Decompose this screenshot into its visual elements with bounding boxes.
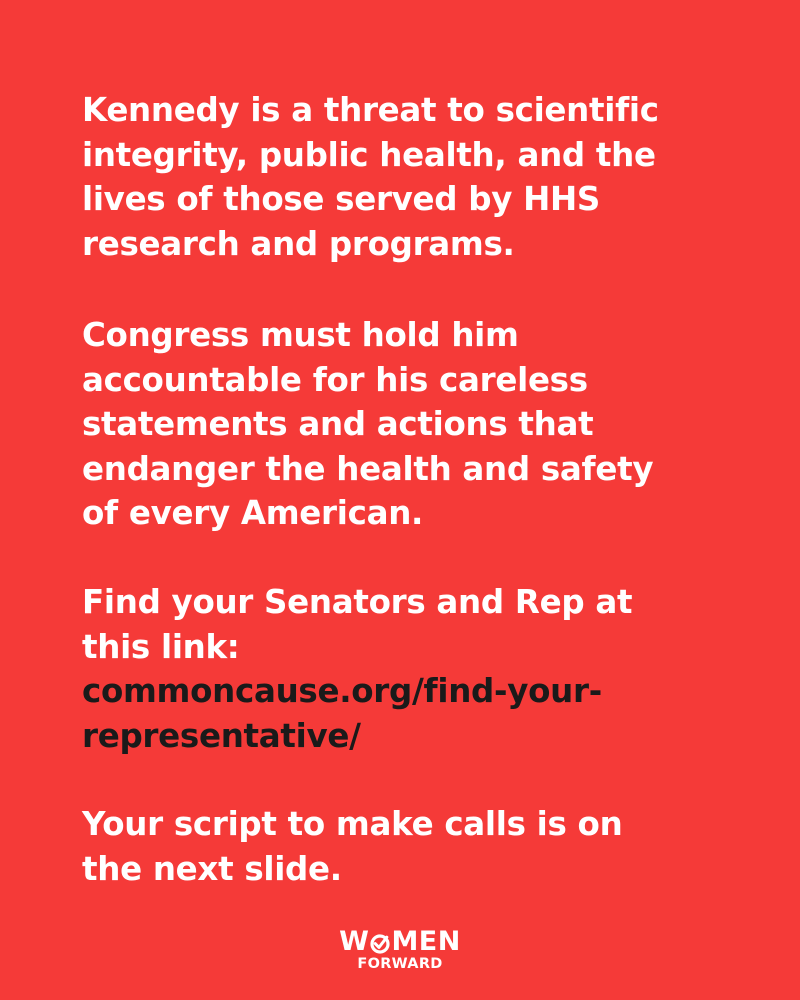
check-circle-icon [370, 932, 390, 952]
next-slide-note: Your script to make calls is on the next slide. [82, 805, 623, 888]
logo-wordmark-bottom: FORWARD [357, 956, 443, 972]
threat-statement: Kennedy is a threat to scientific integrity, public health, and the lives of those served by HHS research and programs. [82, 91, 659, 263]
representative-link[interactable]: commoncause.org/find-your- representative/ [82, 672, 602, 755]
accountability-statement: Congress must hold him accountable for his careless statements and actions that endanger the health and safety of every American. [82, 316, 654, 532]
logo-wordmark-top [339, 928, 461, 956]
logo-letter-w: W [339, 926, 370, 957]
logo-letters-men: MEN [391, 926, 461, 957]
find-representative-block [82, 580, 632, 758]
women-forward-logo [0, 928, 800, 973]
find-representative-intro: Find your Senators and Rep at this link: [82, 583, 633, 666]
